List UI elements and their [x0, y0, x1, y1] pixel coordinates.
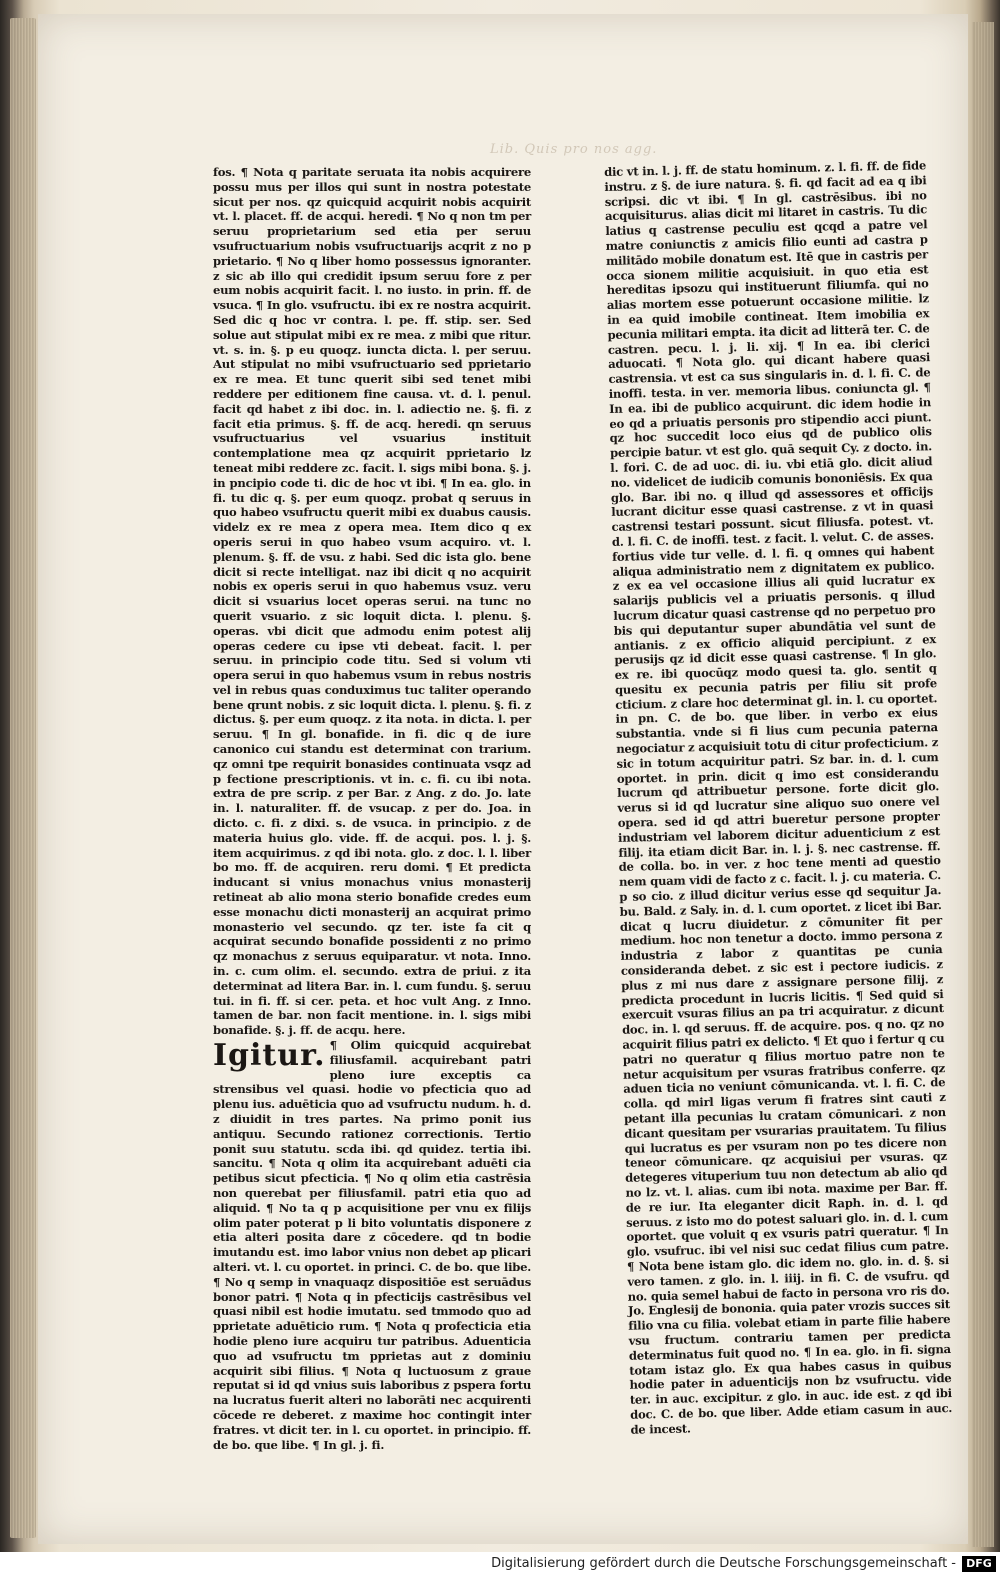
- book-edge-right: [972, 22, 994, 1547]
- left-column-paragraph: fos. ¶ Nota q paritate seruata ita nobis acquirere possu mus per illos qui sunt in nostra potestate sicut per nos. qz quicquid acquirit nobis acquirit vt. l. placet. ff. de acqui. heredi. ¶ No q non tm per seruu proprietarium sed etia per seruu vsufructuarium nobis vsufructuarijs acqrit z no p prietario. ¶ No q liber homo possessus ignoranter. z sic ab illo qui credidit ipsum seruu fore z per eum nobis acquirit facit. l. no iusto. in prin. ff. de vsuca. ¶ In glo. vsufructu. ibi ex re nostra acquirit. Sed dic q hoc vr contra. l. pe. ff. stip. ser. Sed solue aut stipulat mibi ex re mea. z mibi que ritur. vt. s. in. §. p eu quoqz. iuncta dicta. l. per seruu. Aut stipulat no mibi vsufructuario sed pprietario ex re mea. Et tunc querit sibi sed tenet mibi reddere per editionem fine causa. vt. d. l. penul. facit qd habet z ibi doc. in. l. adiectio ne. §. fi. z facit etia primus. §. ff. de acq. heredi. qn seruus vsufructuarius vel vsuarius instituit contemplatione mea qz acquirit pprietario lz teneat mibi reddere zc. facit. l. sigs mibi bona. §. j. in pncipio code ti. dic de hoc vt ibi. ¶ In ea. glo. in fi. tu dic q. §. per eum quoqz. probat q seruus in quo habeo vsufructu querit mibi ex duabus causis. videlz ex re mea z opera mea. Item dico q ex operis serui in quo habeo vsum acquiro. vt. l. plenum. §. ff. de vsu. z habi. Sed dic ista glo. bene dicit si recte intelligat. naz ibi dicit q no acquirit nobis ex operis serui in quo habemus vsuz. veru dicit si vsuarius locet operas serui. na tunc no querit vsuario. z sic loquit dicta. l. plenu. §. operas. vbi dicit que admodu enim potest alij operas cedere cu ipse vti debeat. facit. l. per seruu. in principio code titu. Sed si volum vti opera serui in quo habemus vsum in rebus nostris vel in rebus quas conduximus tuc taliter operando bene qrunt nobis. z sic loquit dicta. l. plenu. §. fi. z dictus. §. per eum quoqz. z ita nota. in dicta. l. per seruu. ¶ In gl. bonafide. in fi. dic q de iure canonico cui standu est determinat con trarium. qz omni tpe requirit bonasides continuata vsqz ad p fectione prescriptionis. vt in. c. fi. cu ibi nota. extra de pre scrip. z per Bar. z Ang. z do. Jo. late in. l. naturaliter. ff. de vsucap. z per do. Joa. in dicto. c. fi. z dixi. s. de vsuca. in principio. z de materia huius glo. vide. ff. de acqui. pos. l. j. §. item acquirimus. z qd ibi nota. glo. z doc. l. l. liber bo mo. ff. de acquiren. reru domi. ¶ Et predicta inducant si vnius monachus vnius monasterij retineat ab alio mona sterio bonafide credes eum esse monachu dicti monasterij an acquirat primo monasterio vel secundo. qz ter. iste fa cit q acquirat secundo bonafide possidenti z no primo qz monachus z seruus equiparatur. vt nota. Inno. in. c. cum olim. el. secundo. extra de priui. z ita determinat ad litera Bar. in. l. cum fundu. §. seruu tui. in fi. ff. si cer. peta. et hoc vult Ang. z Inno. tamen de bar. non facit mentione. in. l. sigs mibi bonafide. §. j. ff. de acqu. here.: [213, 165, 531, 1038]
- igitur-paragraph: [213, 1038, 531, 1452]
- running-head: Lib. Quis pro nos agg.: [490, 142, 658, 157]
- right-text-column: [604, 158, 953, 1437]
- right-column-paragraph: dic vt in. l. j. ff. de statu hominum. z. l. fi. ff. de fide instru. z §. de iure natura. §. fi. qd facit ad ea q ibi scripsi. dic vt ibi. ¶ In gl. castrēsibus. ibi no acquisiturus. alias dicit mi litaret in castris. Tu dic latius q castrense peculiu est qcqd a patre vel matre coniunctis z amicis filio eunti ad castra p militādo mobile donatum est. Itē que in castris per occa sionem militie acquisiuit. in quo etia est hereditas ipsozu qui instituerunt filiumfa. qui no alias mortem esse potuerunt occasione militie. lz in ea quid imobile contineat. Item imobilia ex pecunia militari empta. ita dicit ad litterā ter. C. de castren. pecu. l. j. li. xij. ¶ In ea. ibi clerici aduocati. ¶ Nota glo. qui dicant habere quasi castrensia. vt est ca sus singularis in. d. l. fi. C. de inoffi. testa. in ver. memoria libus. coniuncta gl. ¶ In ea. ibi de publico acquirunt. dic idem hodie in eo qd a priuatis personis pro stipendio acci piunt. qz hoc succedit loco eius qd de publico olis percipie batur. vt est glo. quā sequit Cy. z docto. in. l. fori. C. de ad uoc. di. iu. vbi etiā glo. dicit aliud no. videlicet de iudicib comunis bononiēsis. Ex qua glo. Bar. ibi no. q illud qd assessores et officijs lucrant dicitur esse quasi castrense. z vt in quasi castrensi testari possunt. sicut filiusfa. potest. vt. d. l. fi. C. de inoffi. test. z facit. l. velut. C. de asses. fortius vide tur velle. d. l. fi. q omnes qui habent aliqua administratio nem z dignitatem ex publico. z ex ea vel occasione illius ali quid lucratur ex salarijs publicis vel a priuatis personis. q illud lucrum dicatur quasi castrense qd no perpetuo pro bis qui deputantur super abundātia vel sunt de antianis. z ex officio aliquid percipiunt. z ex perusijs qz id dicit esse quasi castrense. ¶ In glo. ex re. ibi quocūqz modo quesi ta. glo. sentit q quesitu ex pecunia patris per filiu sit profe cticium. z clare hoc determinat gl. in. l. cu oportet. in pn. C. de bo. que liber. in verbo ex eius substantia. vnde si fi lius cum pecunia paterna negociatur z acquisiuit totu di citur profecticium. z sic in totum acquiritur patri. Sz bar. in. d. l. cum oportet. in prin. dicit q imo est considerandu lucrum qd attribuetur persone. forte dicit glo. verus si id qd lucratur sine aliquo suo onere vel opera. sed id qd attri bueretur persone propter industriam vel laborem dicitur aduenticium z est filij. ita etiam dicit Bar. in. l. j. §. nec castrense. ff. de colla. bo. in ver. z hoc tene menti ad questio nem quam vidi de facto z c. facit. l. j. cu materia. C. p so cio. z illud dicitur verius esse qd sequitur Ja. bu. Bald. z Saly. in. d. l. cum oportet. z licet ibi Bar. dicat q lucru diuidetur. z cōmuniter fit per medium. hoc non tenetur a docto. immo persona z industria z labor z quantitas pe cunia consideranda debet. z sic est i pectore iudicis. z plus z mi nus dare z assignare persone filij. z predicta procedunt in lucris licitis. ¶ Sed quid si exercuit vsuras filius an pa tri acquiratur. z dicunt doc. in. l. qd seruus. ff. de acquire. pos. q no. qz no acquirit filius patri ex delicto. ¶ Et quo i fertur q cu patri no queratur q filius mortuo patre non te netur acquisitum per vsuras fratribus conferre. qz aduen ticia no veniunt cōmunicanda. vt. l. fi. C. de colla. qd mirl ligas verum fi fratres sint cauti z petant illa pecunias lu cratam cōmunicari. z non dicant quesitam per vsurarias prauitatem. Tu filius qui lucratus es per vsuram non po tes dicere non teneor cōmunicare. qz acquisiui per vsuras. qz detegeres vituperium tuu non detectum ab alio qd no lz. vt. l. alias. cum ibi nota. maxime per Bar. ff. de re iur. Ita eleganter dicit Raph. in. d. l. qd seruus. z isto mo do potest saluari glo. in. d. l. cum oportet. que voluit q ex vsuris patri queratur. ¶ In glo. vsufruc. ibi vel nisi suc cedat filius cum patre. ¶ Nota bene istam glo. dic idem no. glo. in. d. §. si vero tamen. z glo. in. l. iiij. in fi. C. de vsufru. qd no. quia semel habui de facto in persona vro ris do. Jo. Englesij de bononia. quia pater vrozis succes sit filio vna cu filia. volebat etiam in parte filie habere vsu fructum. contrariu tamen per predicta determinatus fuit quod no. ¶ In ea. glo. in fi. signa totam istaz glo. Ex qua habes casus in quibus hodie pater in aduenticijs non bz vsufructu. vide ter. in auc. excipitur. z glo. in auc. ide est. z qd ibi doc. C. de bo. que liber. Adde etiam casum in auc. de incest.: [604, 158, 953, 1437]
- left-text-column: [213, 165, 531, 1452]
- incipit-text: ¶ Olim quicquid acquirebat filiusfamil. acquirebant patri pleno iure exceptis ca strensibus vel quasi. hodie vo pfecticia quo ad plenu ius. aduēticia quo ad vsufructu nudum. h. d. z diuidit in tres partes. Na primo ponit ius antiquu. Secundo rationez correctionis. Tertio ponit suu statutu. scda ibi. qd quidez. tertia ibi. sancitu. ¶ Nota q olim ita acquirebant aduēti cia petibus sicut pfecticia. ¶ No q olim etia castrēsia non querebat per filiusfamil. patri etia quo ad aliquid. ¶ No ta q p acquisitione per vnu ex filijs olim pater poterat p li bito voluntatis disponere z etia alteri posita dare z cōcedere. qd tn bodie imutandu est. imo labor vnius non debet ap plicari alteri. vt. l. cu oportet. in princi. C. de bo. que libe. ¶ No q semp in vnaquaqz dispositiōe est seruādus bonor patri. ¶ Nota q in pfecticijs castrēsibus vel quasi nibil est hodie imutatu. sed tmmodo quo ad pprietate aduēticio rum. ¶ Nota q profecticia etia hodie pleno iure acquiru tur patribus. Aduenticia quo ad vsufructu tm pprietas aut z dominiu acquirit sibi filius. ¶ Nota q luctuosum z graue reputat si id qd vnius suis laboribus z pspera fortu na lucratus fuerit alteri no laborāti nec acquirenti cōcede re deberet. z maxime hoc contingit inter fratres. vt dicit ter. in l. cu oportet. in principio. ff. de bo. que libe. ¶ In gl. j. fi.: [213, 1038, 531, 1452]
- incipit-word: Igitur.: [213, 1038, 326, 1074]
- book-edge-left: [10, 18, 36, 1538]
- dfg-logo: DFG: [962, 1556, 996, 1572]
- digitization-footer: [0, 1552, 1000, 1577]
- footer-credit-text: Digitalisierung gefördert durch die Deutsche Forschungsgemeinschaft -: [491, 1556, 956, 1571]
